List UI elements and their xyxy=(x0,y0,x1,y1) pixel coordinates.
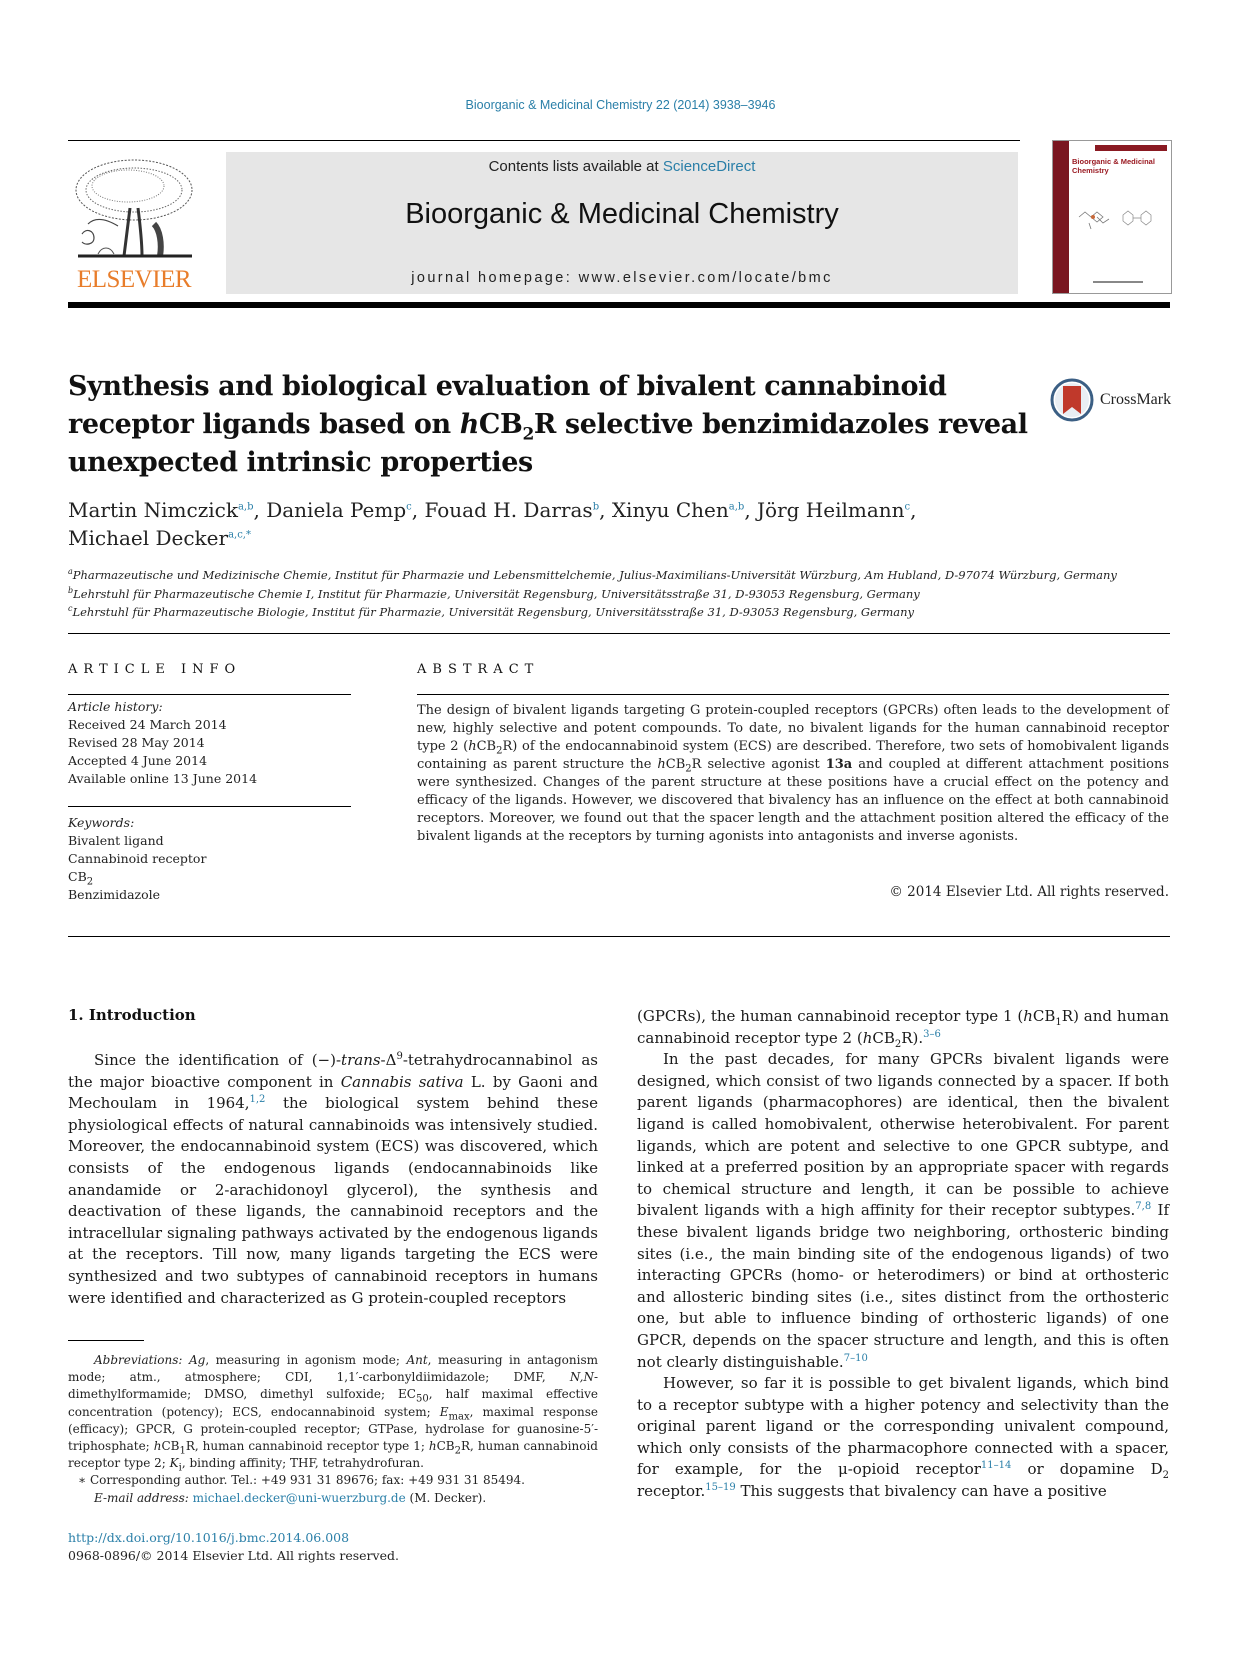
paragraph: In the past decades, for many GPCRs bivalent ligands were designed, which consist of two ligands connected by a spacer. If both parent ligands (pharmacophores) are identical, then the bivalent ligand is called homobivalent, otherwise heterobivalent. For parent ligands, which are potent and selective to one GPCR subtype, and linked at a preferred position by an appropriate spacer with regards to chemical structure and length, it can be possible to achieve bivalent ligands with a high affinity for their receptor subtypes.$^{7,8}$ If these bivalent ligands bridge two neighboring, orthosteric binding sites (i.e., the main binding site of the endogenous ligands) of two interacting GPCRs (homo- or heterodimers) or bind at orthosteric and allosteric binding sites (i.e., sites distinct from the orthosteric one, but able to influence binding of orthosteric ligands) of one GPCR, depends on the spacer structure and length, and this is often not clearly distinguishable.$^{7-10}$ xyxy=(637,1050,1169,1371)
keyword[interactable]: Benzimidazole xyxy=(68,887,161,902)
keywords-rule xyxy=(68,806,351,807)
elsevier-wordmark: ELSEVIER xyxy=(76,266,192,293)
doi-link[interactable]: http://dx.doi.org/10.1016/j.bmc.2014.06.008 xyxy=(68,1530,350,1545)
abstract-rule xyxy=(417,694,1169,695)
history-revised: Revised 28 May 2014 xyxy=(68,735,205,750)
elsevier-tree-icon xyxy=(68,154,200,266)
keyword[interactable]: $CB_2$ xyxy=(68,869,94,888)
affiliation: $^c$Lehrstuhl für Pharmazeutische Biologie, Institut für Pharmazie, Universität Regensburg, Universitätsstraße 31, D-93053 Regensburg, Germany xyxy=(68,604,915,619)
paragraph: Since the identification of $(-)-trans-\Delta^9$-tetrahydrocannabinol as the major bioactive component in Cannabis sativa L. by Gaoni and Mechoulam in 1964,$^{1,2}$ the biological system behind these physiological effects of natural cannabinoids was intensively studied. Moreover, the endocannabinoid system (ECS) was discovered, which consists of the endogenous ligands (endocannabinoids like anandamide or 2-arachidonoyl glycerol), the synthesis and deactivation of these ligands, the cannabinoid receptors and the intracellular signaling pathways activated by the endogenous ligands at the receptors. Till now, many ligands targeting the ECS were synthesized and two subtypes of cannabinoid receptors in humans were identified and characterized as G protein-coupled receptors xyxy=(68,1051,599,1307)
author[interactable]: Michael Decker$^{a,c,*}$ xyxy=(68,526,251,550)
article-info-heading: ARTICLE INFO xyxy=(68,662,242,677)
cover-spine xyxy=(1053,141,1069,293)
citation-link[interactable]: 3–6 xyxy=(923,1028,941,1040)
body-column-left xyxy=(68,1050,598,1309)
history-online: Available online 13 June 2014 xyxy=(68,771,258,786)
citation-link[interactable]: 1,2 xyxy=(249,1094,266,1106)
cover-title: Bioorganic & Medicinal Chemistry xyxy=(1072,157,1155,175)
affiliations-rule xyxy=(68,633,1170,634)
email-footnote: E-mail address: michael.decker@uni-wuerzburg.de (M. Decker). xyxy=(94,1490,487,1505)
journal-cover-thumbnail[interactable] xyxy=(1052,140,1172,294)
citation-link[interactable]: 7,8 xyxy=(1135,1201,1152,1213)
affiliation: $^b$Lehrstuhl für Pharmazeutische Chemie I, Institut für Pharmazie, Universität Regensburg, Universitätsstraße 31, D-93053 Regensburg, Germany xyxy=(68,585,920,601)
abstract-bottom-rule xyxy=(68,936,1170,937)
affiliation: $^a$Pharmazeutische und Medizinische Chemie, Institut für Pharmazie und Lebensmittelchemie, Julius-Maximilians-Universität Würzburg, Am Hubland, D-97074 Würzburg, Germany xyxy=(68,567,1117,582)
crossmark-badge[interactable]: CrossMark xyxy=(1050,378,1176,422)
paragraph: However, so far it is possible to get bivalent ligands, which bind to a receptor subtype with a higher potency and selectivity than the original parent ligand or the corresponding univalent compound, which only consists of the pharmacophore connected with a spacer, for example, for the μ-opioid receptor$^{11-14}$ or dopamine $D_2$ receptor.$^{15-19}$ This suggests that bivalency can have a positive xyxy=(637,1374,1169,1501)
author-list xyxy=(68,496,1168,552)
elsevier-logo[interactable] xyxy=(68,152,200,294)
abstract-heading: ABSTRACT xyxy=(417,662,540,677)
journal-title: Bioorganic & Medicinal Chemistry xyxy=(405,198,839,230)
keywords: Keywords: Bivalent ligand Cannabinoid receptor $CB_2$ Benzimidazole xyxy=(68,814,351,904)
citation-link[interactable]: 15–19 xyxy=(705,1482,736,1494)
author[interactable]: Martin Nimczick$^{a,b}$, xyxy=(68,498,267,522)
abstract-text: The design of bivalent ligands targeting G protein-coupled receptors (GPCRs) often leads to the development of new, highly selective and potent compounds. To date, no bivalent ligands for the human cannabinoid receptor type 2 (hCB$_2$R) of the endocannabinoid system (ECS) are described. Therefore, two sets of homobivalent ligands containing as parent structure the hCB$_2$R selective agonist 13a and coupled at different attachment positions were synthesized. Changes of the parent structure at these positions have a crucial effect on the potency and efficacy of the ligands. However, we discovered that bivalency has an influence on the effect at both cannabinoid receptors. Moreover, we found out that the spacer length and the attachment position altered the efficacy of the bivalent ligands at the receptors by turning agonists into antagonists and inverse agonists. xyxy=(417,703,1169,844)
history-accepted: Accepted 4 June 2014 xyxy=(68,753,208,768)
abbreviations-footnote: Abbreviations: Ag, measuring in agonism mode; Ant, measuring in antagonism mode; atm., atmosphere; CDI, 1,1′-carbonyldiimidazole; DMF, N,N-dimethylformamide; DMSO, dimethyl sulfoxide; $EC_{50}$, half maximal effective concentration (potency); ECS, endocannabinoid system; $E_{max}$, maximal response (efficacy); GPCR, G protein-coupled receptor; GTPase, hydrolase for guanosine-5′-triphosphate; hCB$_1$R, human cannabinoid receptor type 1; hCB$_2$R, human cannabinoid receptor type 2; $K_i$, binding affinity; THF, tetrahydrofuran. xyxy=(68,1353,599,1474)
keyword[interactable]: Bivalent ligand xyxy=(68,833,164,848)
sciencedirect-link[interactable]: ScienceDirect xyxy=(662,158,756,175)
journal-reference[interactable]: Bioorganic & Medicinal Chemistry 22 (2014) 3938–3946 xyxy=(465,98,776,112)
citation-link[interactable]: 7–10 xyxy=(843,1352,868,1364)
molecule-icon xyxy=(1075,203,1165,233)
compound-label: 13a xyxy=(825,757,853,772)
journal-homepage[interactable]: journal homepage: www.elsevier.com/locate/bmc xyxy=(411,270,833,286)
abstract-copyright: © 2014 Elsevier Ltd. All rights reserved. xyxy=(889,884,1169,900)
journal-banner xyxy=(226,152,1018,294)
author[interactable]: Fouad H. Darras$^b$, xyxy=(424,498,612,522)
body-column-right xyxy=(637,1006,1169,1503)
header-rule xyxy=(68,140,1020,141)
keyword[interactable]: Cannabinoid receptor xyxy=(68,851,207,866)
corresponding-author-footnote: ∗ Corresponding author. Tel.: +49 931 31 89676; fax: +49 931 31 85494. xyxy=(78,1473,525,1488)
issn-copyright: 0968-0896/© 2014 Elsevier Ltd. All rights reserved. xyxy=(68,1548,399,1563)
article-info-rule xyxy=(68,694,351,695)
paragraph: (GPCRs), the human cannabinoid receptor type 1 (hCB$_1$R) and human cannabinoid receptor type 2 (hCB$_2$R).$^{3-6}$ xyxy=(637,1007,1169,1050)
header-thick-rule xyxy=(68,302,1170,308)
affiliations xyxy=(68,566,1178,622)
author[interactable]: Jörg Heilmann$^c$, xyxy=(757,498,917,522)
cover-bar xyxy=(1095,145,1167,151)
author[interactable]: Xinyu Chen$^{a,b}$, xyxy=(611,498,758,522)
section-heading-introduction: 1. Introduction xyxy=(68,1006,196,1024)
article-history: Article history: Received 24 March 2014 Revised 28 May 2014 Accepted 4 June 2014 Available online 13 June 2014 xyxy=(68,698,351,788)
contents-line: Contents lists available at ScienceDirect xyxy=(488,158,756,175)
email-link[interactable]: michael.decker@uni-wuerzburg.de xyxy=(192,1490,406,1505)
citation-link[interactable]: 11–14 xyxy=(980,1460,1012,1472)
article-title: Synthesis and biological evaluation of bivalent cannabinoid receptor ligands based on hCB$_2$R selective benzimidazoles reveal unexpected intrinsic properties xyxy=(68,371,1028,478)
footnote-rule xyxy=(68,1340,144,1341)
doi-block xyxy=(68,1529,598,1565)
crossmark-icon xyxy=(1050,378,1094,422)
author[interactable]: Daniela Pemp$^c$, xyxy=(266,498,425,522)
cover-footer xyxy=(1093,281,1143,283)
footnotes xyxy=(68,1352,598,1507)
history-received: Received 24 March 2014 xyxy=(68,717,227,732)
